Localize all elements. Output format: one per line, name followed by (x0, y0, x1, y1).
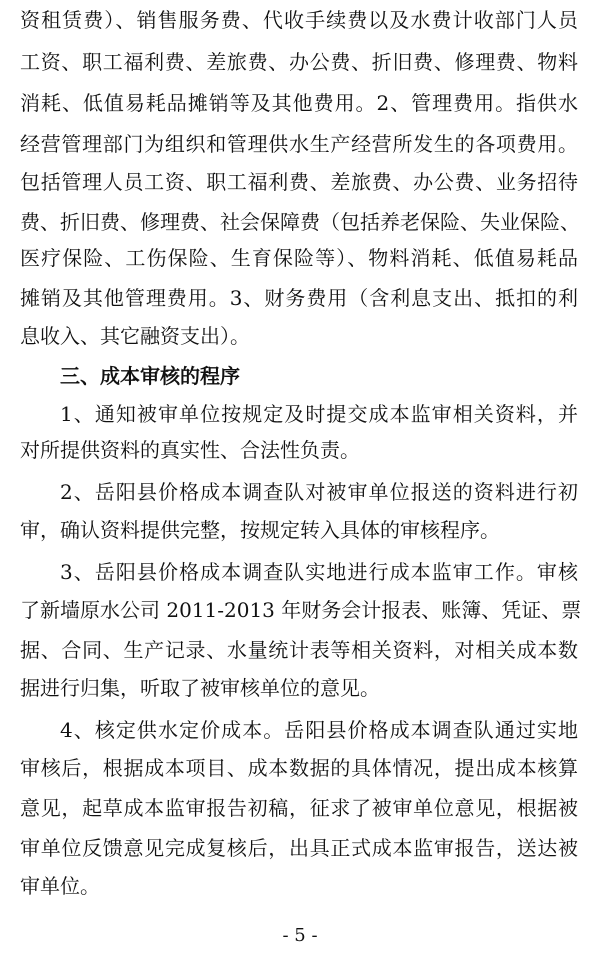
body-text-line: 资租赁费）、销售服务费、代收手续费以及水费计收部门人员 (20, 8, 578, 32)
body-text-line: 2、岳阳县价格成本调查队对被审单位报送的资料进行初 (60, 480, 578, 504)
body-text-line: 医疗保险、工伤保险、生育保险等）、物料消耗、低值易耗品 (20, 246, 578, 270)
section-heading: 三、成本审核的程序 (60, 364, 240, 388)
body-text-line: 费、折旧费、修理费、社会保障费（包括养老保险、失业保险、 (20, 210, 580, 234)
body-text-line: 对所提供资料的真实性、合法性负责。 (20, 438, 360, 462)
body-text-line: 审，确认资料提供完整，按规定转入具体的审核程序。 (20, 518, 500, 542)
body-text-line: 工资、职工福利费、差旅费、办公费、折旧费、修理费、物料 (20, 50, 578, 74)
body-text-line: 摊销及其他管理费用。3、财务费用（含利息支出、抵扣的利 (20, 286, 578, 310)
body-text-line: 息收入、其它融资支出）。 (20, 324, 250, 348)
body-text-line: 据进行归集，听取了被审核单位的意见。 (20, 676, 380, 700)
body-text-line: 1、通知被审单位按规定及时提交成本监审相关资料，并 (60, 402, 578, 426)
body-text-line: 了新墙原水公司 2011-2013 年财务会计报表、账簿、凭证、票 (20, 598, 582, 622)
body-text-line: 消耗、低值易耗品摊销等及其他费用。2、管理费用。指供水 (20, 91, 578, 115)
body-text-line: 据、合同、生产记录、水量统计表等相关资料，对相关成本数 (20, 638, 578, 662)
body-text-line: 审单位反馈意见完成复核后，出具正式成本监审报告，送达被 (20, 836, 578, 860)
page-number: - 5 - (282, 925, 318, 946)
body-text-line: 4、核定供水定价成本。岳阳县价格成本调查队通过实地 (60, 718, 578, 742)
body-text-line: 意见，起草成本监审报告初稿，征求了被审单位意见，根据被 (20, 796, 578, 820)
body-text-line: 经营管理部门为组织和管理供水生产经营所发生的各项费用。 (20, 132, 578, 156)
body-text-line: 包括管理人员工资、职工福利费、差旅费、办公费、业务招待 (20, 170, 578, 194)
body-text-line: 3、岳阳县价格成本调查队实地进行成本监审工作。审核 (60, 560, 578, 584)
body-text-line: 审单位。 (20, 874, 100, 898)
body-text-line: 审核后，根据成本项目、成本数据的具体情况，提出成本核算 (20, 756, 578, 780)
